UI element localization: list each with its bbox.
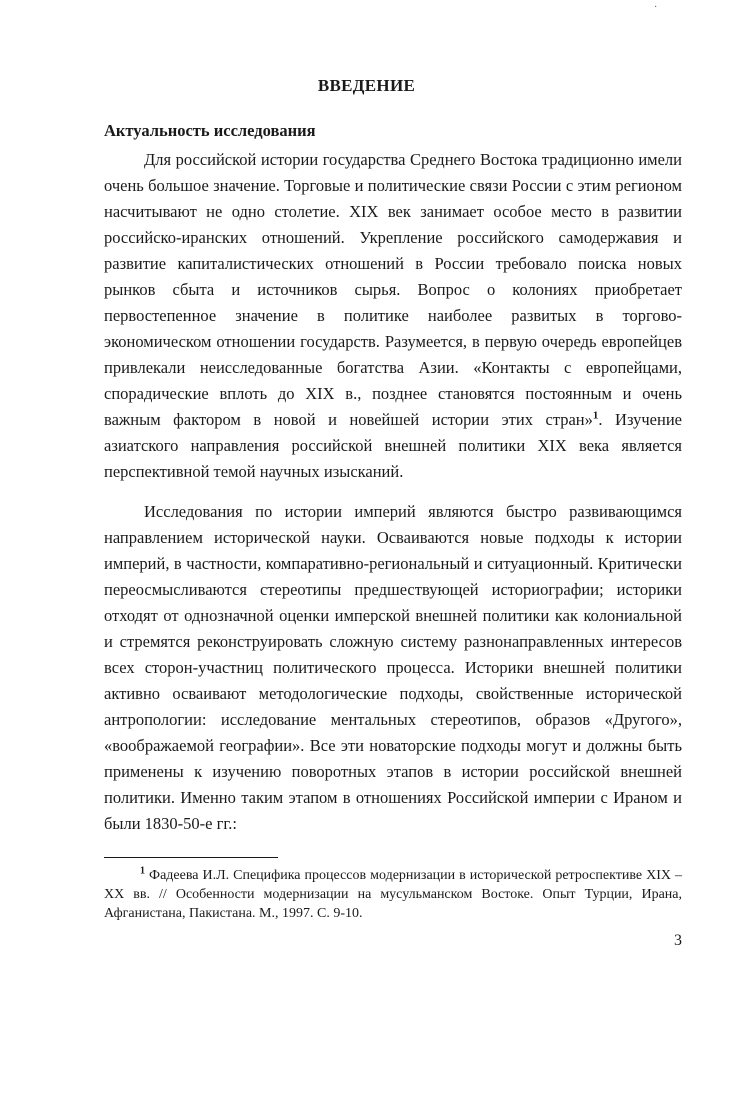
body-text bbox=[104, 147, 682, 837]
footnote-reference: 1 bbox=[592, 409, 599, 422]
page-title: ВВЕДЕНИЕ bbox=[317, 76, 416, 95]
paragraph-1 bbox=[104, 147, 682, 485]
footnote-number: 1 bbox=[140, 865, 145, 877]
page-number: 3 bbox=[674, 932, 682, 949]
footnote-separator bbox=[104, 857, 278, 858]
footnote bbox=[104, 866, 682, 923]
corner-mark: · bbox=[654, 2, 658, 13]
paragraph-1-part-2: . Изучение азиатского направления российской внешней политики XIX века является перспективной темой научных изысканий. bbox=[104, 410, 682, 481]
paragraph-1-part-1: Для российской истории государства Среднего Востока традиционно имели очень большое значение. Торговые и политические связи России с этим регионом насчитывают не одно столетие. XIX век занимает особое место в развитии российско-иранских отношений. Укрепление российского самодержавия и развитие капиталистических отношений в России требовало поиска новых рынков сбыта и источников сырья. Вопрос о колониях приобретает первостепенное значение в политике наиболее развитых в торгово-экономическом отношении государств. Разумеется, в первую очередь европейцев привлекали неисследованные богатства Азии. «Контакты с европейцами, спорадические вплоть до XIX в., позднее становятся постоянным и очень важным фактором в новой и новейшей истории этих стран» bbox=[104, 150, 682, 429]
paragraph-2: Исследования по истории империй являются быстро развивающимся направлением исторической науки. Осваиваются новые подходы к истории империй, в частности, компаративно-региональный и ситуационный. Критически переосмысливаются стереотипы предшествующей историографии; историки отходят от однозначной оценки имперской внешней политики как колониальной и стремятся реконструировать сложную систему разнонаправленных интересов всех сторон-участниц политического процесса. Историки внешней политики активно осваивают методологические подходы, свойственные исторической антропологии: исследование ментальных стереотипов, образов «Другого», «воображаемой географии». Все эти новаторские подходы могут и должны быть применены к изучению поворотных этапов в истории российской внешней политики. Именно таким этапом в отношениях Российской империи с Ираном и были 1830-50-е гг.: bbox=[104, 502, 682, 833]
footnote-text: Фадеева И.Л. Специфика процессов модернизации в исторической ретроспективе XIX – XX вв. // Особенности модернизации на мусульманском Востоке. Опыт Турции, Ирана, Афганистана, Пакистана. М., 1997. С. 9-10. bbox=[104, 868, 682, 921]
section-heading: Актуальность исследования bbox=[104, 121, 316, 140]
